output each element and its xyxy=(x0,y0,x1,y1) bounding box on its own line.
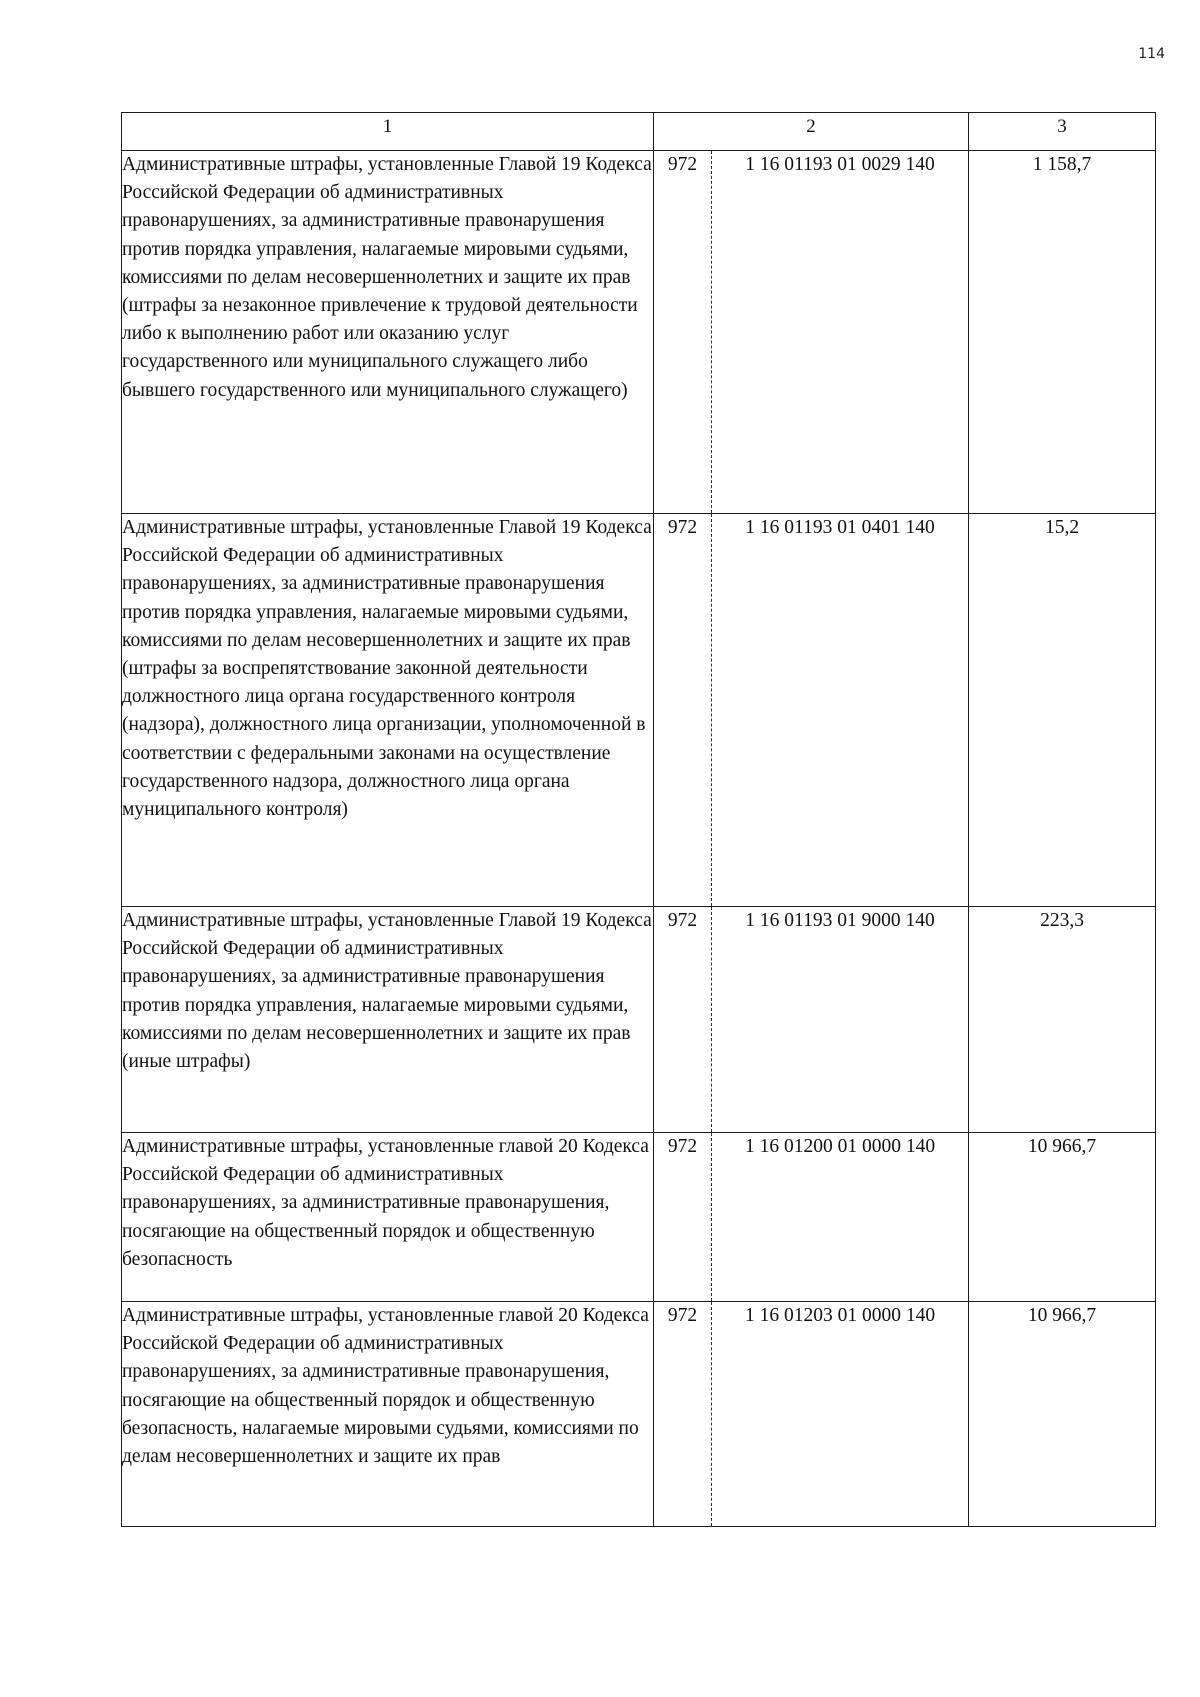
revenue-code-cell: 1 16 01193 01 0029 140 xyxy=(712,151,969,514)
table-row xyxy=(122,1302,1156,1527)
admin-code-cell: 972 xyxy=(654,514,712,907)
admin-code-cell: 972 xyxy=(654,907,712,1133)
column-header-1: 1 xyxy=(122,113,654,151)
amount-cell: 223,3 xyxy=(969,907,1156,1133)
column-header-3: 3 xyxy=(969,113,1156,151)
admin-code-cell: 972 xyxy=(654,1133,712,1302)
amount-cell: 10 966,7 xyxy=(969,1133,1156,1302)
revenue-code-cell: 1 16 01200 01 0000 140 xyxy=(712,1133,969,1302)
revenue-code-cell: 1 16 01193 01 9000 140 xyxy=(712,907,969,1133)
page-number: 114 xyxy=(1138,46,1165,62)
table-row xyxy=(122,151,1156,514)
revenue-name-cell: Административные штрафы, установленные Главой 19 Кодекса Российской Федерации об административных правонарушениях, за административные правонарушения против порядка управления, налагаемые мировыми судьями, комиссиями по делам несовершеннолетних и защите их прав (штрафы за воспрепятствование законной деятельности должностного лица органа государственного контроля (надзора), должностного лица организации, уполномоченной в соответствии с федеральными законами на осуществление государственного надзора, должностного лица органа муниципального контроля) xyxy=(122,514,654,907)
revenue-code-cell: 1 16 01203 01 0000 140 xyxy=(712,1302,969,1527)
admin-code-cell: 972 xyxy=(654,1302,712,1527)
revenue-name-cell: Административные штрафы, установленные Главой 19 Кодекса Российской Федерации об административных правонарушениях, за административные правонарушения против порядка управления, налагаемые мировыми судьями, комиссиями по делам несовершеннолетних и защите их прав (штрафы за незаконное привлечение к трудовой деятельности либо к выполнению работ или оказанию услуг государственного или муниципального служащего либо бывшего государственного или муниципального служащего) xyxy=(122,151,654,514)
column-header-2: 2 xyxy=(654,113,969,151)
table-row xyxy=(122,907,1156,1133)
amount-cell: 15,2 xyxy=(969,514,1156,907)
revenue-code-cell: 1 16 01193 01 0401 140 xyxy=(712,514,969,907)
revenue-name-cell: Административные штрафы, установленные Главой 19 Кодекса Российской Федерации об административных правонарушениях, за административные правонарушения против порядка управления, налагаемые мировыми судьями, комиссиями по делам несовершеннолетних и защите их прав (иные штрафы) xyxy=(122,907,654,1133)
table-row xyxy=(122,514,1156,907)
table-row xyxy=(122,1133,1156,1302)
revenue-name-cell: Административные штрафы, установленные главой 20 Кодекса Российской Федерации об административных правонарушениях, за административные правонарушения, посягающие на общественный порядок и общественную безопасность, налагаемые мировыми судьями, комиссиями по делам несовершеннолетних и защите их прав xyxy=(122,1302,654,1527)
table-header-row xyxy=(122,113,1156,151)
amount-cell: 10 966,7 xyxy=(969,1302,1156,1527)
revenue-name-cell: Административные штрафы, установленные главой 20 Кодекса Российской Федерации об административных правонарушениях, за административные правонарушения, посягающие на общественный порядок и общественную безопасность xyxy=(122,1133,654,1302)
revenue-table xyxy=(121,112,1156,1527)
admin-code-cell: 972 xyxy=(654,151,712,514)
amount-cell: 1 158,7 xyxy=(969,151,1156,514)
